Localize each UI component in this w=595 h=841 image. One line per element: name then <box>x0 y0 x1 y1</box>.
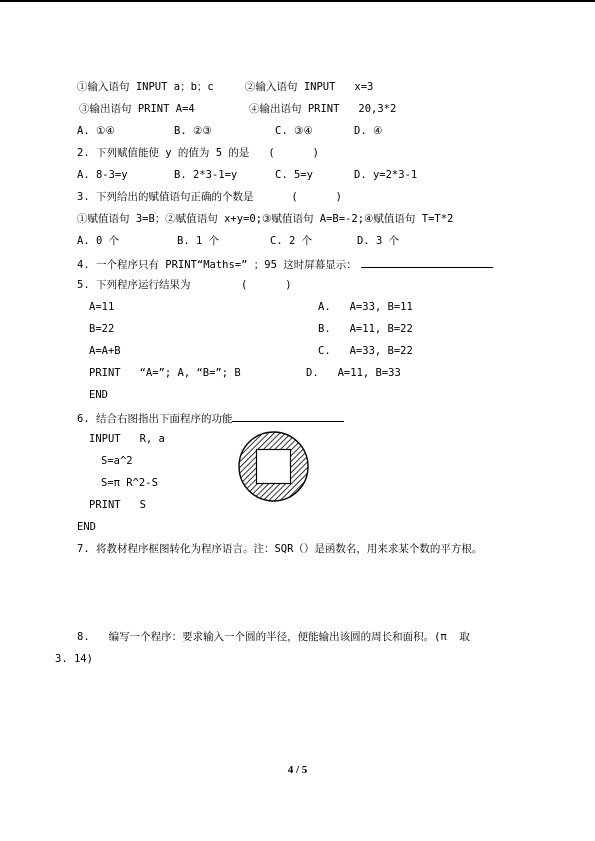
q4-answer-blank <box>361 256 493 268</box>
q5-stem: 5. 下列程序运行结果为 ( ) <box>77 279 292 291</box>
header-rule <box>0 0 595 2</box>
q2-option-c: C. 5=y <box>275 169 313 181</box>
q6-code-line-3: S=π R^2-S <box>101 477 158 489</box>
q8-stem-line-1: 8. 编写一个程序：要求输入一个圆的半径，便能输出该圆的周长和面积。(π 取 <box>77 631 470 643</box>
q1-option-b: B. ②③ <box>174 125 212 137</box>
q5-option-b: B. A=11, B=22 <box>318 323 413 335</box>
q5-code-line-1: A=11 <box>89 301 115 313</box>
q8-stem-line-2: 3. 14) <box>55 653 93 665</box>
q3-stem: 3. 下列给出的赋值语句正确的个数是 ( ) <box>77 191 342 203</box>
q4-stem <box>77 256 493 272</box>
q1-statement-4: ④输出语句 PRINT 20,3*2 <box>249 103 397 115</box>
q5-option-d: D. A=11, B=33 <box>306 367 401 379</box>
q1-option-c: C. ③④ <box>275 125 313 137</box>
q2-option-b: B. 2*3-1=y <box>174 169 238 181</box>
q5-option-a: A. A=33, B=11 <box>318 301 413 313</box>
q6-stem <box>77 410 344 426</box>
q3-option-d: D. 3 个 <box>357 235 400 247</box>
q2-option-a: A. 8-3=y <box>77 169 128 181</box>
q6-code-line-5: END <box>77 521 96 533</box>
q5-code-line-5: END <box>89 389 108 401</box>
q6-text: 6. 结合右图指出下面程序的功能 <box>77 413 233 425</box>
q6-code-line-1: INPUT R, a <box>89 433 165 445</box>
q2-option-d: D. y=2*3-1 <box>354 169 418 181</box>
q1-statement-2: ②输入语句 INPUT x=3 <box>245 81 374 93</box>
q1-option-d: D. ④ <box>354 125 383 137</box>
q5-code-line-3: A=A+B <box>89 345 121 357</box>
q3-option-b: B. 1 个 <box>177 235 220 247</box>
q4-text: 4. 一个程序只有 PRINT“Maths=” ；95 这时屏幕显示： <box>77 259 357 271</box>
page-number: 4 / 5 <box>287 764 308 776</box>
q3-option-a: A. 0 个 <box>77 235 120 247</box>
q7-stem: 7. 将教材程序框图转化为程序语言。注：SQR（）是函数名，用来求某个数的平方根。 <box>77 543 483 555</box>
q2-stem: 2. 下列赋值能使 y 的值为 5 的是 ( ) <box>77 147 319 159</box>
q3-statements: ①赋值语句 3=B；②赋值语句 x+y=0;③赋值语句 A=B=-2;④赋值语句 T=T*2 <box>77 213 454 225</box>
q1-statement-1: ①输入语句 INPUT a；b；c <box>77 81 214 93</box>
q3-option-c: C. 2 个 <box>270 235 313 247</box>
q1-statement-3: ③输出语句 PRINT A=4 <box>79 103 195 115</box>
q5-code-line-4: PRINT “A=”; A, “B=”; B <box>89 367 241 379</box>
q6-code-line-4: PRINT S <box>89 499 146 511</box>
q6-answer-blank <box>232 410 344 422</box>
inner-square <box>257 450 291 484</box>
q1-option-a: A. ①④ <box>77 125 115 137</box>
circle-square-figure <box>237 430 310 503</box>
q6-code-line-2: S=a^2 <box>101 455 133 467</box>
q5-code-line-2: B=22 <box>89 323 115 335</box>
q5-option-c: C. A=33, B=22 <box>318 345 413 357</box>
